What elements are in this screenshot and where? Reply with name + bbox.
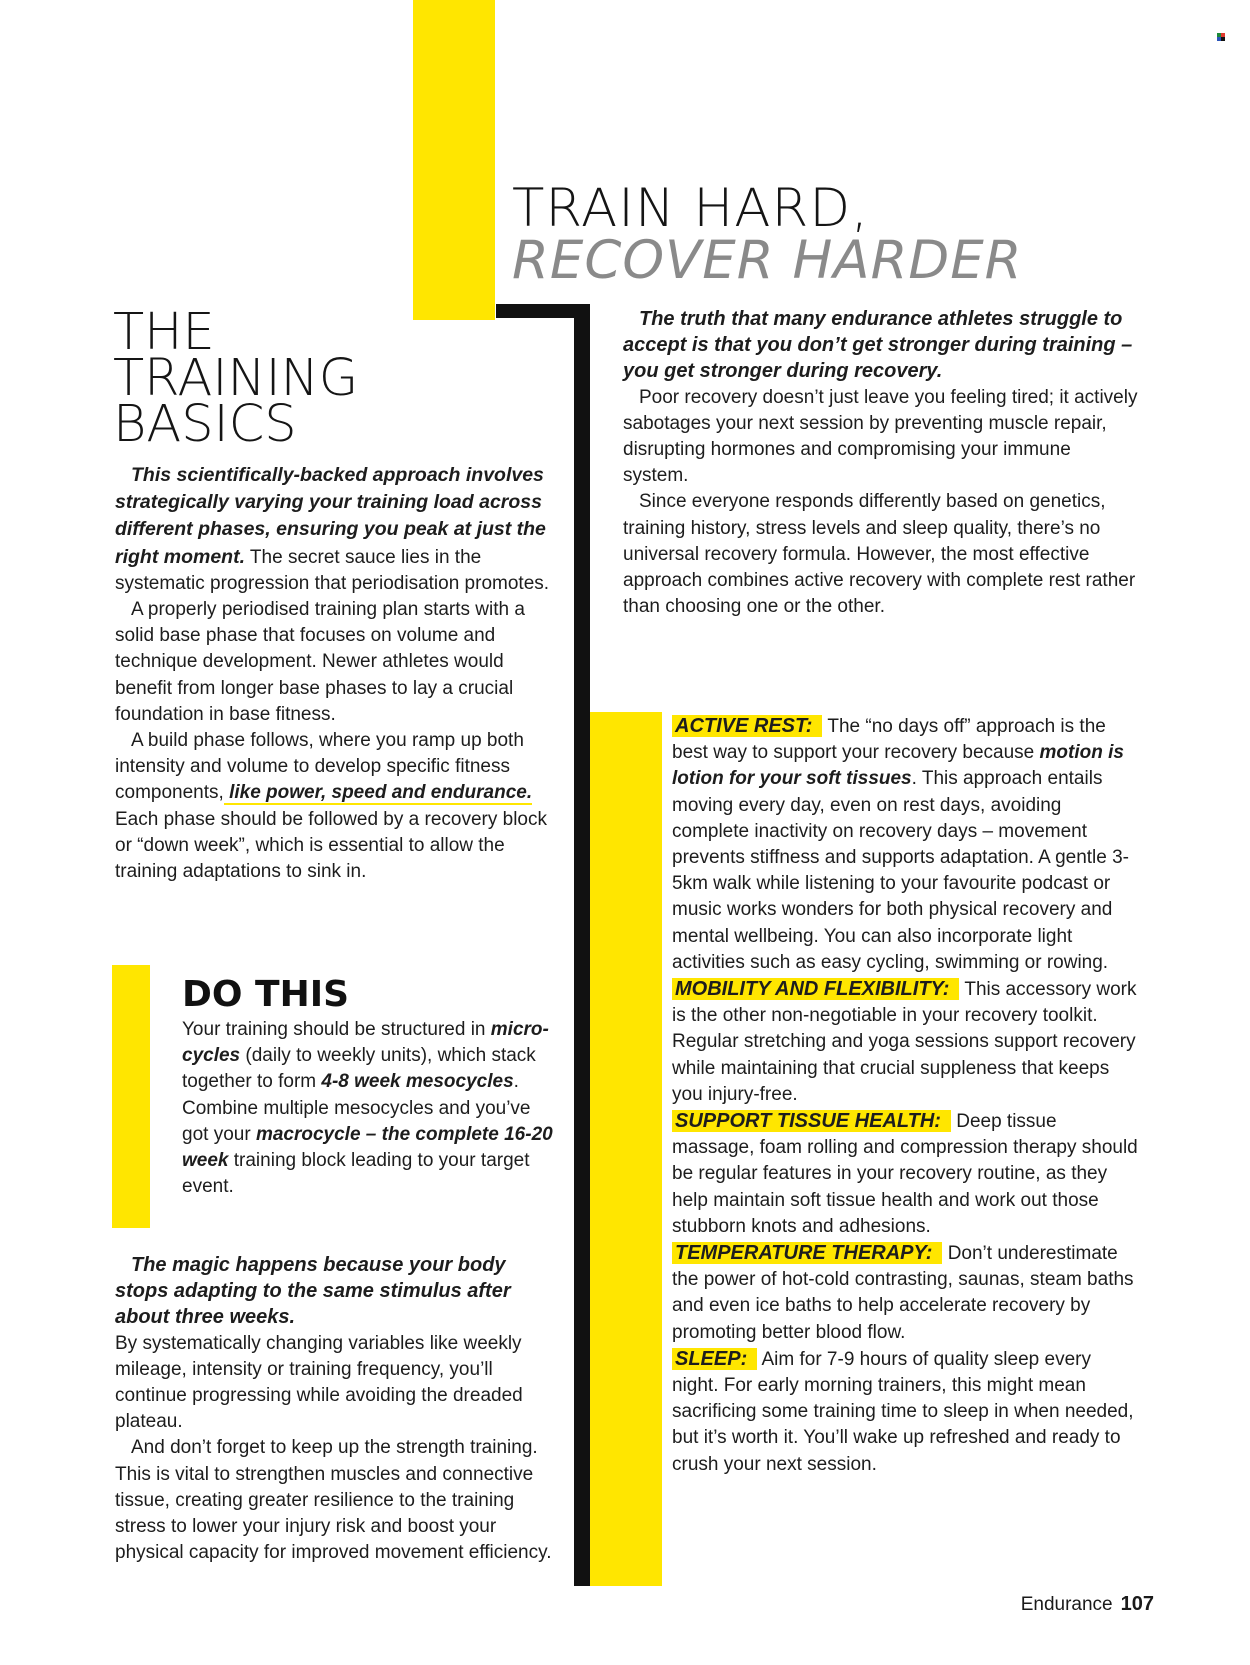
do-this-paragraph xyxy=(182,1017,557,1200)
title-line: BASICS xyxy=(113,395,297,454)
tip-label: TEMPERATURE THERAPY: xyxy=(672,1242,942,1264)
intro-lead: This scientifically-backed approach involves strategically varying your training load across different phases, ensuring you peak at just the right moment. xyxy=(115,464,546,568)
footer-section: Endurance xyxy=(1020,1594,1113,1615)
registration-mark-icon xyxy=(1217,33,1225,41)
tip-mobility xyxy=(672,976,1142,1108)
title-line: TRAINING xyxy=(113,349,359,408)
intro-paragraph xyxy=(115,462,550,597)
do-this-emphasis: micro-cycles xyxy=(182,1019,549,1067)
page-number: 107 xyxy=(1120,1593,1154,1615)
do-this-text: (daily to weekly units), which stack together to form xyxy=(182,1045,536,1093)
tip-label: SUPPORT TISSUE HEALTH: xyxy=(672,1110,951,1132)
tip-text: The “no days off” approach is the best way to support your recovery because xyxy=(672,716,1106,764)
tip-text: Aim for 7-9 hours of quality sleep every night. For early morning trainers, this might mean sacrificing some training time to sleep in when needed, but it’s worth it. You’ll wake up refreshed and ready to crush your next session. xyxy=(672,1348,1134,1475)
tip-emphasis: motion is lotion for your soft tissues xyxy=(672,742,1124,790)
intro-text: The secret sauce lies in the systematic progression that periodisation promotes. xyxy=(115,546,550,594)
yellow-accent-bar-right xyxy=(590,712,662,1586)
tip-sleep xyxy=(672,1346,1142,1478)
magic-paragraph-2: And don’t forget to keep up the strength training. This is vital to strengthen muscles and connective tissue, creating greater resilience to the training stress to lower your injury risk and boost your physical capacity for improved movement efficiency. xyxy=(115,1437,552,1564)
recovery-paragraph-2: Since everyone responds differently based on genetics, training history, stress levels and sleep quality, there’s no universal recovery formula. However, the most effective approach combines active recovery with complete rest rather than choosing one or the other. xyxy=(623,491,1136,618)
yellow-accent-bar-left xyxy=(112,965,150,1228)
do-this-text: Your training should be structured in xyxy=(182,1019,491,1040)
magic-section xyxy=(115,1252,555,1566)
do-this-text: . Combine multiple mesocycles and you’ve got your xyxy=(182,1071,531,1145)
do-this-text: training block leading to your target event. xyxy=(182,1150,530,1198)
page-footer xyxy=(1021,1593,1154,1616)
recovery-paragraph-1: Poor recovery doesn’t just leave you feeling tired; it actively sabotages your next session by preventing muscle repair, disrupting hormones and compromising your immune system. xyxy=(623,386,1138,487)
headline-line-2: RECOVER HARDER xyxy=(512,230,1023,291)
build-phase-text-2: Each phase should be followed by a recovery block or “down week”, which is essential to allow the training adaptations to sink in. xyxy=(115,808,547,883)
tip-label: ACTIVE REST: xyxy=(672,715,822,737)
yellow-accent-bar-top xyxy=(413,0,495,320)
do-this-title: DO THIS xyxy=(182,974,350,1015)
tip-tissue-health xyxy=(672,1108,1142,1240)
tip-label: SLEEP: xyxy=(672,1348,757,1370)
tip-label: MOBILITY AND FLEXIBILITY: xyxy=(672,978,959,1000)
recovery-lead: The truth that many endurance athletes struggle to accept is that you don’t get stronger during training – you get stronger during recovery. xyxy=(623,308,1133,383)
magic-lead: The magic happens because your body stops adapting to the same stimulus after about three weeks. xyxy=(115,1254,511,1329)
build-phase-emphasis: like power, speed and endurance. xyxy=(223,782,533,804)
training-basics-title xyxy=(113,303,359,454)
do-this-emphasis: macrocycle – the complete 16-20 week xyxy=(182,1123,553,1172)
base-phase-paragraph: A properly periodised training plan starts with a solid base phase that focuses on volume and technique development. Newer athletes would benefit from longer base phases to lay a crucial foundation in base fitness. xyxy=(115,599,525,725)
tip-text: Deep tissue massage, foam rolling and compression therapy should be regular features in your recovery routine, as they help maintain soft tissue health and work out those stubborn knots and adhesions. xyxy=(672,1111,1138,1237)
tip-text: Don’t underestimate the power of hot-cold contrasting, saunas, steam baths and even ice baths to help accelerate recovery by promoting better blood flow. xyxy=(672,1243,1134,1343)
magic-paragraph-1: By systematically changing variables like weekly mileage, intensity or training frequency, you’ll continue progressing while avoiding the dreaded plateau. xyxy=(115,1332,523,1433)
build-phase-paragraph xyxy=(115,728,550,885)
tip-temperature xyxy=(672,1240,1142,1346)
do-this-emphasis: 4-8 week mesocycles xyxy=(321,1071,514,1093)
tip-active-rest xyxy=(672,713,1142,976)
do-this-box xyxy=(182,975,557,1200)
training-basics-body xyxy=(115,462,550,885)
build-phase-text: A build phase follows, where you ramp up both intensity and volume to develop specific fitness components, xyxy=(115,730,524,804)
title-line: THE xyxy=(113,303,215,362)
tip-text: This accessory work is the other non-negotiable in your recovery toolkit. Regular stretching and yoga sessions support recovery while maintaining that crucial suppleness that keeps you injury-free. xyxy=(672,979,1137,1105)
headline-line-1: TRAIN HARD, xyxy=(512,178,870,239)
black-bracket-vertical xyxy=(574,304,590,1586)
tip-text: . This approach entails moving every day, even on rest days, avoiding complete inactivity on recovery days – movement prevents stiffness and supports adaptation. A gentle 3-5km walk while listening to your favourite podcast or music works wonders for both physical recovery and mental wellbeing. You can also incorporate light activities such as easy cycling, swimming or rowing. xyxy=(672,768,1130,973)
recovery-intro xyxy=(623,306,1138,620)
recovery-tips xyxy=(672,713,1142,1478)
